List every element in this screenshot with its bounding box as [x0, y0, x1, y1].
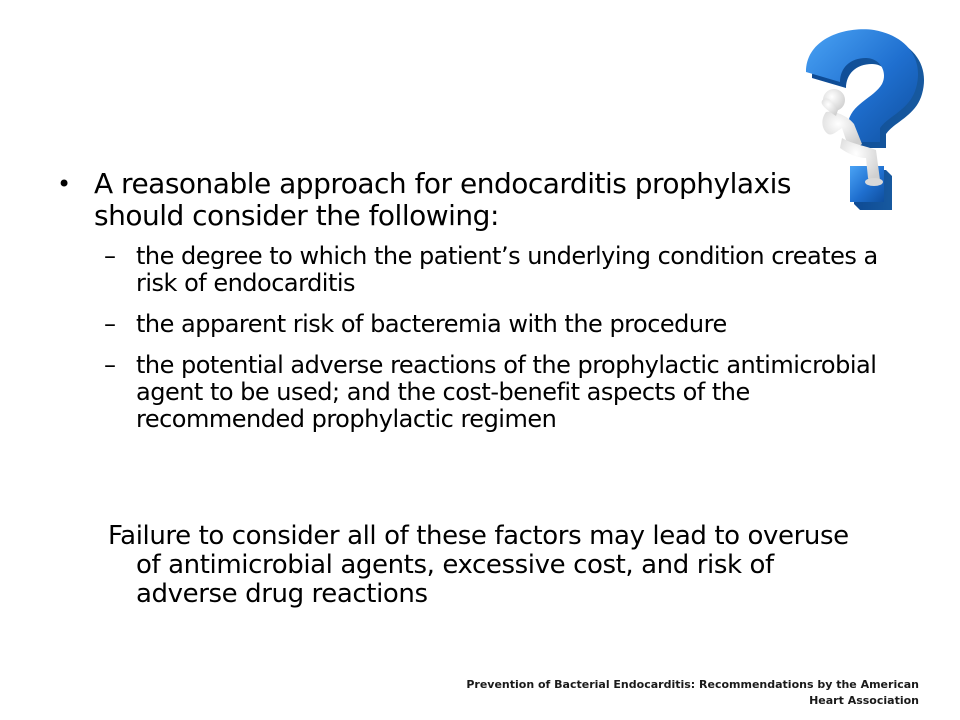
dash-marker: – [104, 242, 116, 270]
bullet-marker: • [57, 170, 71, 198]
sub-bullet-underlying-condition [104, 243, 920, 297]
sub-bullet-text: the degree to which the patient’s underlying condition creates a risk of endocarditis [136, 242, 878, 297]
sub-bullet-text: the potential adverse reactions of the prophylactic antimicrobial agent to be used; and the cost-benefit aspects of the recommended prophylactic regimen [136, 351, 877, 433]
sub-bullet-bacteremia-risk [104, 311, 920, 338]
sub-bullet-text: the apparent risk of bacteremia with the procedure [136, 310, 727, 338]
sub-bullet-adverse-reactions [104, 352, 920, 433]
failure-note: Failure to consider all of these factors may lead to overuse of antimicrobial agents, excessive cost, and risk of adverse drug reactions [108, 521, 849, 609]
dash-marker: – [104, 351, 116, 379]
main-bullet [57, 167, 908, 232]
slide-body [57, 167, 908, 447]
source-citation: Prevention of Bacterial Endocarditis: Recommendations by the American Heart Association [466, 678, 919, 707]
dash-marker: – [104, 310, 116, 338]
main-bullet-text: A reasonable approach for endocarditis prophylaxis should consider the following: [94, 167, 791, 232]
sub-bullet-list [88, 243, 908, 433]
